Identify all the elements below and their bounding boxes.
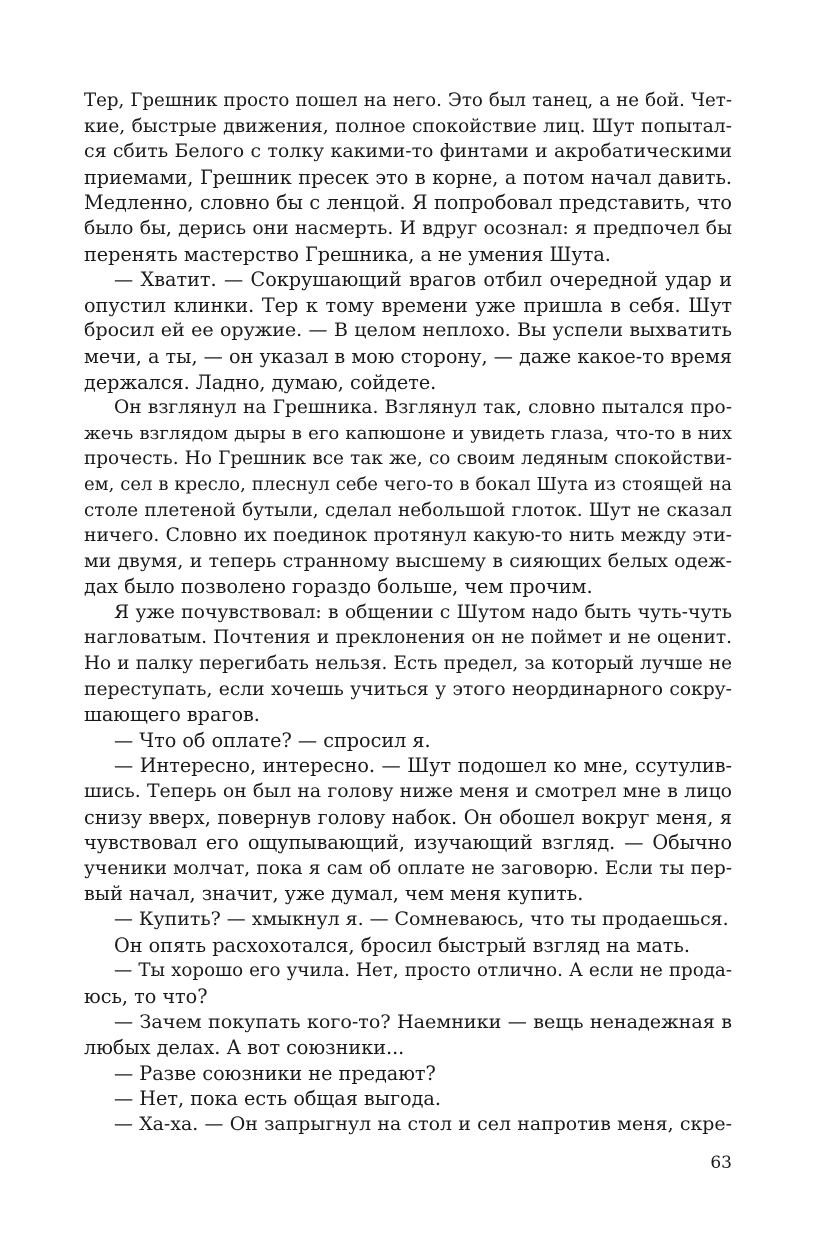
text-line: ми двумя, и теперь странному высшему в сияющих белых одеж-: [84, 550, 732, 572]
text-line: — Интересно, интересно. — Шут подошел ко мне, ссутулив-: [114, 754, 732, 778]
text-line: — Купить? — хмыкнул я. — Сомневаюсь, что ты продаешься.: [114, 908, 729, 930]
text-line: жечь взглядом дыры в его капюшоне и увидеть глаза, что-то в них: [84, 422, 732, 444]
text-line: любых делах. А вот союзники...: [84, 1035, 405, 1059]
text-line: — Зачем покупать кого-то? Наемники — вещь ненадежная в: [114, 1010, 732, 1034]
body-text: [84, 88, 732, 1137]
text-line: — Нет, пока есть общая выгода.: [114, 1087, 441, 1111]
text-line: кие, быстрые движения, полное спокойствие лиц. Шут попытал-: [84, 115, 732, 137]
text-line: дах было позволено гораздо больше, чем прочим.: [84, 575, 593, 599]
text-line: — Ха-ха. — Он запрыгнул на стол и сел напротив меня, скре-: [114, 1112, 732, 1135]
text-line: чувствовал его ощупывающий, изучающий взгляд. — Обычно: [84, 831, 732, 855]
text-line: ем, сел в кресло, плеснул себе чего-то в бокал Шута из стоящей на: [84, 473, 732, 495]
text-line: Он взглянул на Грешника. Взглянул так, словно пытался про-: [114, 397, 732, 419]
text-line: бросил ей ее оружие. — В целом неплохо. Вы успели выхватить: [84, 319, 732, 342]
text-line: нагловатым. Почтения и преклонения он не поймет и не оценит.: [84, 627, 732, 649]
text-line: шись. Теперь он был на голову ниже меня и смотрел мне в лицо: [84, 781, 732, 803]
text-line: Он опять расхохотался, бросил быстрый взгляд на мать.: [114, 933, 690, 957]
text-line: Но и палку перегибать нельзя. Есть предел, за который лучше не: [84, 653, 732, 675]
text-line: мечи, а ты, — он указал в мою сторону, — даже какое-то время: [84, 344, 732, 368]
text-line: было бы, дерись они насмерть. И вдруг осознал: я предпочел бы: [84, 217, 732, 239]
text-line: ничего. Словно их поединок протянул какую-то нить между эти-: [84, 525, 732, 547]
text-line: столе плетеной бутыли, сделал небольшой глоток. Шут не сказал: [84, 499, 732, 521]
text-line: приемами, Грешник пресек это в корне, а потом начал давить.: [84, 165, 732, 189]
text-line: снизу вверх, повернув голову набок. Он обошел вокруг меня, я: [84, 805, 732, 829]
text-line: — Хватит. — Сокрушающий врагов отбил очередной удар и: [114, 268, 732, 292]
text-line: перенять мастерство Грешника, а не умения Шута.: [84, 242, 611, 266]
text-line: держался. Ладно, думаю, сойдете.: [84, 370, 437, 394]
text-line: ученики молчат, пока я сам об оплате не заговорю. Если ты пер-: [84, 857, 732, 879]
text-line: — Что об оплате? — спросил я.: [114, 728, 431, 752]
text-line: шающего врагов.: [84, 703, 260, 727]
text-line: переступать, если хочешь учиться у этого неординарного сокру-: [84, 678, 732, 700]
text-line: Медленно, словно бы с ленцой. Я попробовал представить, что: [84, 191, 732, 215]
text-line: юсь, то что?: [84, 984, 208, 1008]
text-line: вый начал, значит, уже думал, чем меня купить.: [84, 882, 584, 906]
page-number: 63: [710, 1153, 732, 1173]
text-line: — Ты хорошо его учила. Нет, просто отлично. А если не прода-: [114, 960, 732, 982]
text-line: ся сбить Белого с толку какими-то финтами и акробатическими: [84, 140, 732, 163]
text-line: — Разве союзники не предают?: [114, 1061, 436, 1085]
text-line: Тер, Грешник просто пошел на него. Это был танец, а не бой. Чет-: [84, 90, 732, 111]
text-line: Я уже почувствовал: в общении с Шутом надо быть чуть-чуть: [114, 601, 732, 623]
text-line: опустил клинки. Тер к тому времени уже пришла в себя. Шут: [84, 293, 732, 317]
text-line: прочесть. Но Грешник все так же, со своим ледяным спокойстви-: [84, 448, 732, 470]
